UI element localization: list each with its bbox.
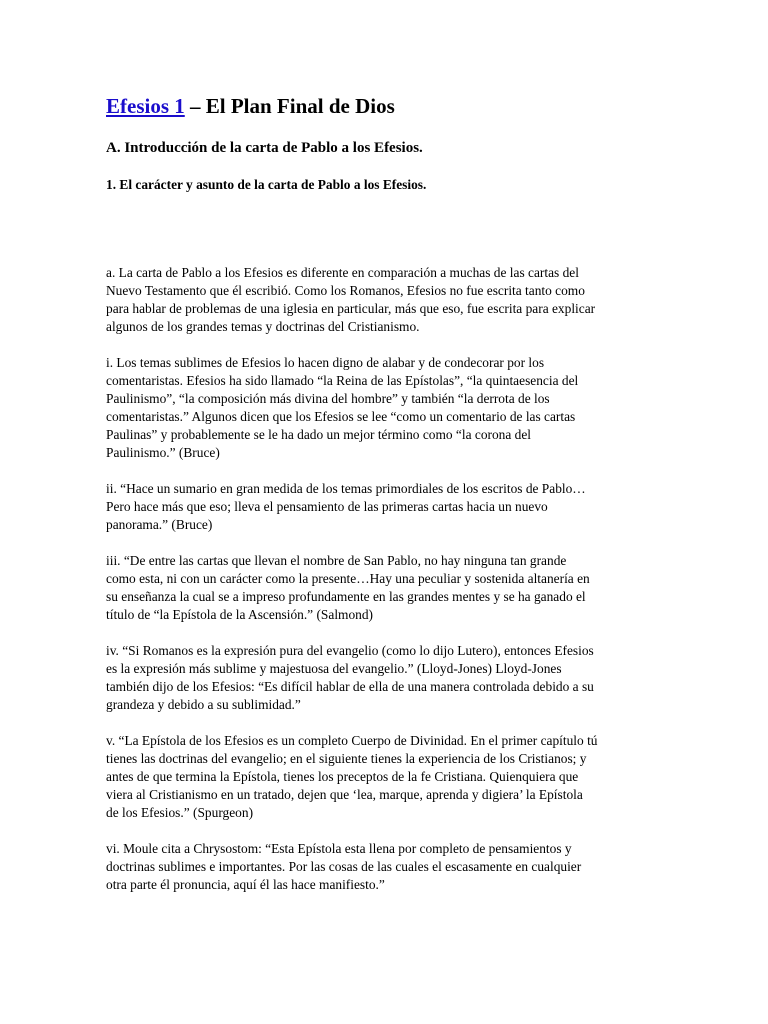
paragraph-line: Paulinas” y probablemente se le ha dado un mejor término como “la corona del [106,427,532,442]
title-text: – El Plan Final de Dios [184,94,395,118]
paragraph-line: Paulinismo”, “la composición más divina del hombre” y también “la derrota de los [106,391,550,406]
paragraph-line: viera al Cristianismo en un tratado, dejen que ‘lea, marque, aprenda y digiera’ la Epístola [106,787,583,802]
paragraph [106,354,666,462]
paragraph-line: iv. “Si Romanos es la expresión pura del evangelio (como lo dijo Lutero), entonces Efesios [106,643,594,658]
paragraph [106,552,666,624]
section-heading: A. Introducción de la carta de Pablo a los Efesios. [106,140,423,156]
paragraph [106,264,666,336]
paragraph-line: su enseñanza la cual se a impreso profundamente en las grandes mentes y se ha ganado el [106,589,586,604]
paragraph-line: de los Efesios.” (Spurgeon) [106,805,254,820]
paragraph-line: tienes las doctrinas del evangelio; en el siguiente tienes la experiencia de los Cristianos; y [106,751,587,766]
paragraph-line: como esta, ni con un carácter como la presente…Hay una peculiar y sostenida altanería en [106,571,590,586]
paragraph-line: otra parte él pronuncia, aquí él las hace manifiesto.” [106,877,385,892]
paragraph-line: es la expresión más sublime y majestuosa del evangelio.” (Lloyd-Jones) Lloyd-Jones [106,661,562,676]
paragraph-line: i. Los temas sublimes de Efesios lo hacen digno de alabar y de condecorar por los [106,355,545,370]
paragraph-line: a. La carta de Pablo a los Efesios es diferente en comparación a muchas de las cartas del [106,265,579,280]
paragraph-line: v. “La Epístola de los Efesios es un completo Cuerpo de Divinidad. En el primer capítulo tú [106,733,598,748]
paragraph-line: grandeza y debido a su sublimidad.” [106,697,301,712]
paragraph-line: vi. Moule cita a Chrysostom: “Esta Epístola esta llena por completo de pensamientos y [106,841,572,856]
paragraph-line: Paulinismo.” (Bruce) [106,445,220,460]
paragraph-line: para hablar de problemas de una iglesia en particular, más que eso, fue escrita para explicar [106,301,596,316]
paragraph-line: comentaristas. Efesios ha sido llamado “la Reina de las Epístolas”, “la quintaesencia del [106,373,579,388]
paragraph-line: Nuevo Testamento que él escribió. Como los Romanos, Efesios no fue escrita tanto como [106,283,585,298]
paragraph-line: también dijo de los Efesios: “Es difícil hablar de ella de una manera controlada debido a su [106,679,594,694]
paragraph-line: doctrinas sublimes e importantes. Por las cosas de las cuales el escasamente en cualquier [106,859,582,874]
paragraph-line: comentaristas.” Algunos dicen que los Efesios se lee “como un comentario de las cartas [106,409,576,424]
paragraph-line: panorama.” (Bruce) [106,517,213,532]
paragraph [106,642,666,714]
paragraph-line: iii. “De entre las cartas que llevan el nombre de San Pablo, no hay ninguna tan grande [106,553,567,568]
paragraph [106,840,666,894]
paragraph-line: algunos de los grandes temas y doctrinas del Cristianismo. [106,319,420,334]
subsection-heading: 1. El carácter y asunto de la carta de Pablo a los Efesios. [106,177,427,192]
document-body [106,264,666,912]
paragraph-line: título de “la Epístola de la Ascensión.” (Salmond) [106,607,374,622]
efesios-1-link[interactable]: Efesios 1 [106,94,185,118]
page-title [106,92,395,120]
paragraph [106,732,666,822]
paragraph [106,480,666,534]
paragraph-line: Pero hace más que eso; lleva el pensamiento de las primeras cartas hacia un nuevo [106,499,548,514]
paragraph-line: ii. “Hace un sumario en gran medida de los temas primordiales de los escritos de Pablo… [106,481,586,496]
paragraph-line: antes de que termina la Epístola, tienes los preceptos de la fe Cristiana. Quienquiera que [106,769,579,784]
